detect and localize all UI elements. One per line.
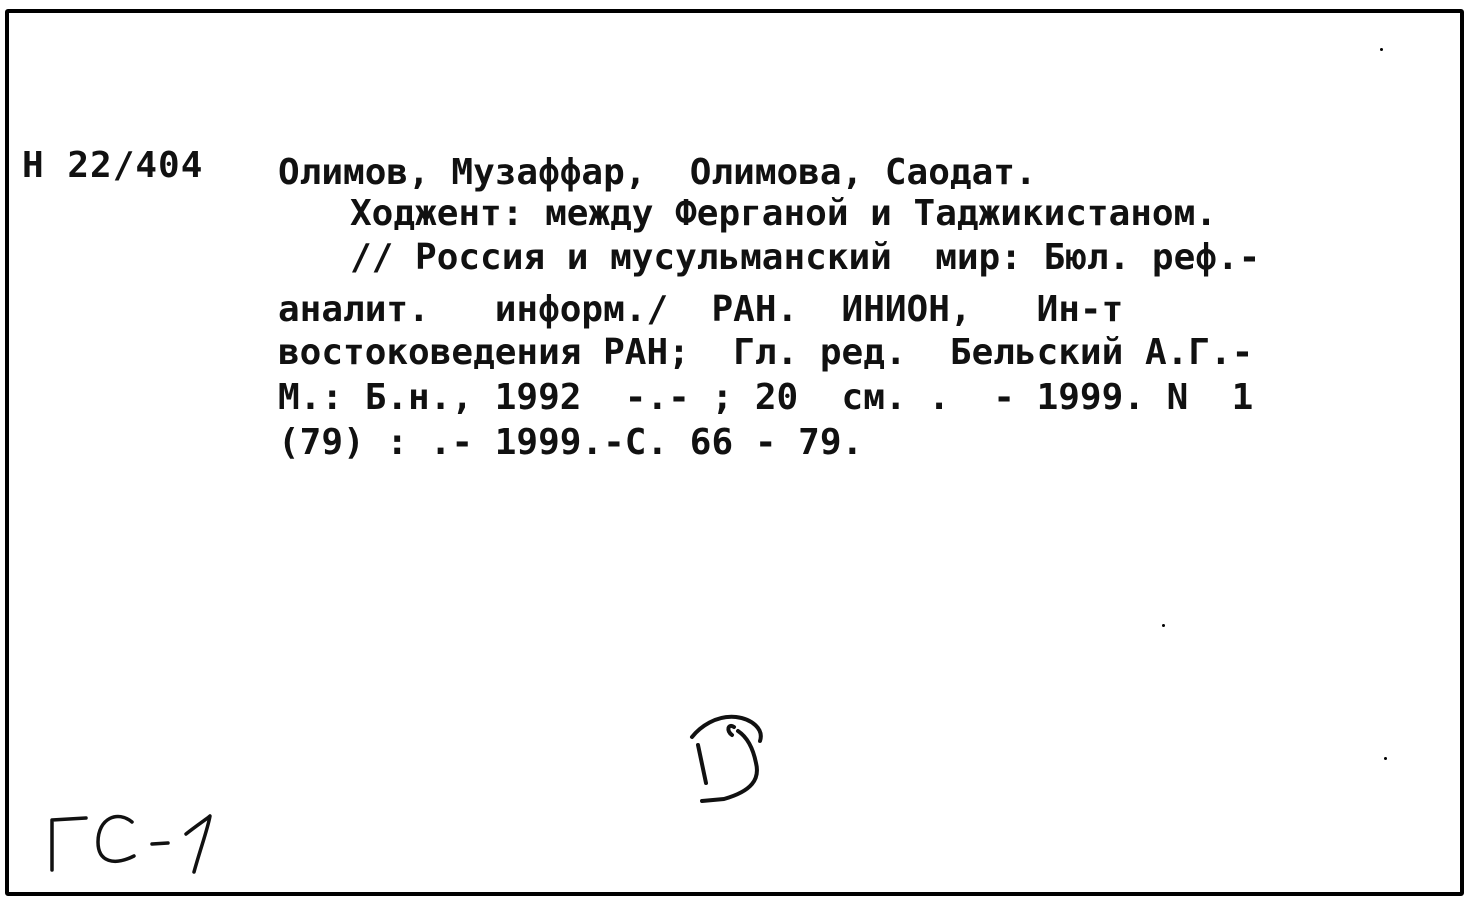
speck (1380, 48, 1383, 51)
card-line-3: // Россия и мусульманский мир: Бюл. реф.- (350, 237, 1261, 278)
speck (1384, 757, 1387, 760)
card-line-6: М.: Б.н., 1992 -.- ; 20 см. . - 1999. N 1 (278, 377, 1254, 418)
handwritten-code (40, 800, 230, 880)
shelf-mark: Н 22/404 (22, 145, 204, 186)
stamp-mark (680, 705, 790, 815)
speck (1162, 624, 1165, 627)
card-line-1: Олимов, Музаффар, Олимова, Саодат. (278, 152, 1037, 193)
card-line-7: (79) : .- 1999.-С. 66 - 79. (278, 422, 864, 463)
card-line-4: аналит. информ./ РАН. ИНИОН, Ин-т (278, 289, 1124, 330)
card-line-5: востоковедения РАН; Гл. ред. Бельский А.Г.- (278, 332, 1254, 373)
card-line-2: Ходжент: между Ферганой и Таджикистаном. (350, 193, 1217, 234)
